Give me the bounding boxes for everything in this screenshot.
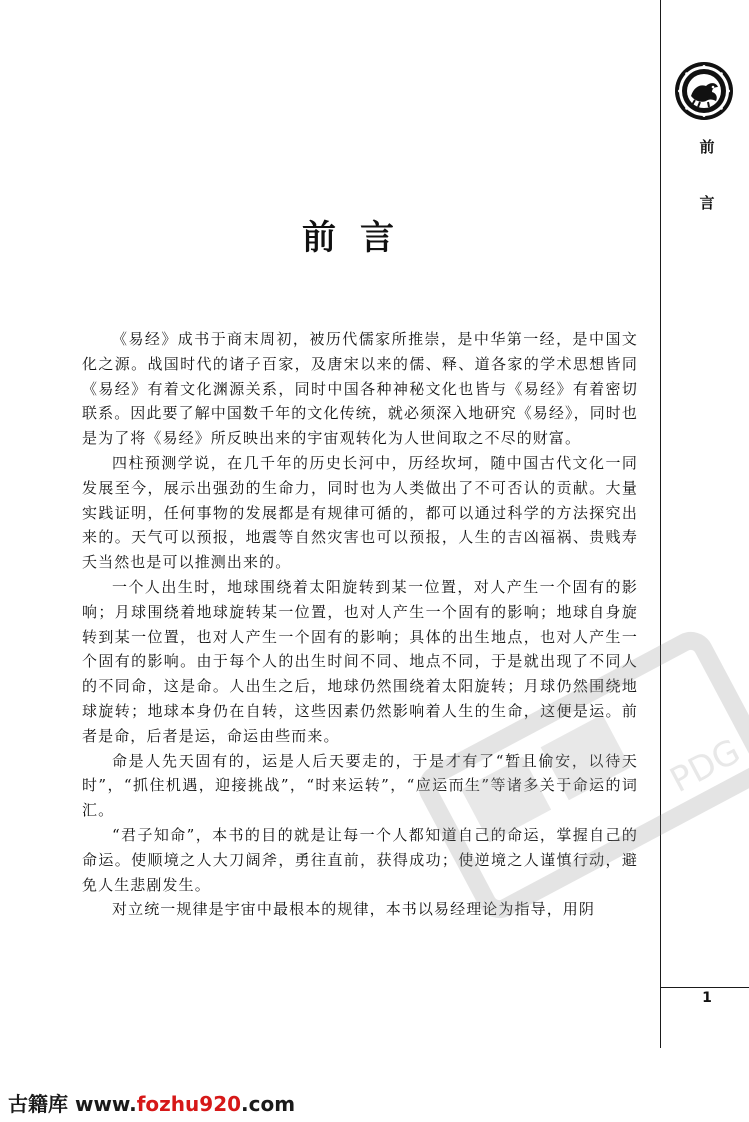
footer-url-prefix: www. xyxy=(74,1092,137,1116)
footer-url-domain: fozhu920 xyxy=(136,1092,242,1116)
paragraph-3: 一个人出生时，地球围绕着太阳旋转到某一位置，对人产生一个固有的影响；月球围绕着地球旋转某一位置，也对人产生一个固有的影响；地球自身旋转到某一位置，也对人产生一个固有的影响；具体的出生地点，也对人产生一个固有的影响。由于每个人的出生时间不同、地点不同，于是就出现了不同人的不同命，这是命。人出生之后，地球仍然围绕着太阳旋转；月球仍然围绕地球旋转；地球本身仍在自转，这些因素仍然影响着人生的生命，这便是运。前者是命，后者是运，命运由些而来。 xyxy=(82,577,638,745)
footer-site-name: 古籍库 xyxy=(8,1092,68,1116)
footer-url-suffix: .com xyxy=(241,1092,296,1116)
watermark-text: PDG xyxy=(663,731,747,801)
paragraph-4: 命是人先天固有的，运是人后天要走的，于是才有了“暂且偷安，以待天时”，“抓住机遇，迎接挑战”，“时来运转”，“应运而生”等诸多关于命运的词汇。 xyxy=(82,751,638,820)
page-title: 前言 xyxy=(302,218,418,258)
chapter-emblem-icon xyxy=(673,60,735,122)
sidebar-divider-horizontal xyxy=(660,987,749,988)
body-text xyxy=(82,327,638,922)
sidebar-divider-vertical xyxy=(660,0,661,1048)
sidebar-chapter-char-1: 前 xyxy=(699,138,715,156)
paragraph-2: 四柱预测学说，在几千年的历史长河中，历经坎坷，随中国古代文化一同发展至今，展示出强劲的生命力，同时也为人类做出了不可否认的贡献。大量实践证明，任何事物的发展都是有规律可循的，都可以通过科学的方法探究出来的。天气可以预报，地震等自然灾害也可以预报，人生的吉凶福祸、贵贱寿夭当然也是可以推测出来的。 xyxy=(82,453,638,572)
paragraph-1: 《易经》成书于商末周初，被历代儒家所推崇，是中华第一经，是中国文化之源。战国时代的诸子百家，及唐宋以来的儒、释、道各家的学术思想皆同《易经》有着文化渊源关系，同时中国各种神秘文化也皆与《易经》有着密切联系。因此要了解中国数千年的文化传统，就必须深入地研究《易经》，同时也是为了将《易经》所反映出来的宇宙观转化为人世间取之不尽的财富。 xyxy=(82,330,639,448)
page-number: 1 xyxy=(702,990,712,1006)
paragraph-5: “君子知命”，本书的目的就是让每一个人都知道自己的命运，掌握自己的命运。使顺境之人大刀阔斧，勇往直前，获得成功；使逆境之人谨慎行动，避免人生悲剧发生。 xyxy=(82,825,638,894)
sidebar-chapter-char-2: 言 xyxy=(699,194,715,212)
paragraph-6: 对立统一规律是宇宙中最根本的规律，本书以易经理论为指导，用阴 xyxy=(112,900,596,919)
footer-site-link[interactable] xyxy=(8,1088,295,1117)
